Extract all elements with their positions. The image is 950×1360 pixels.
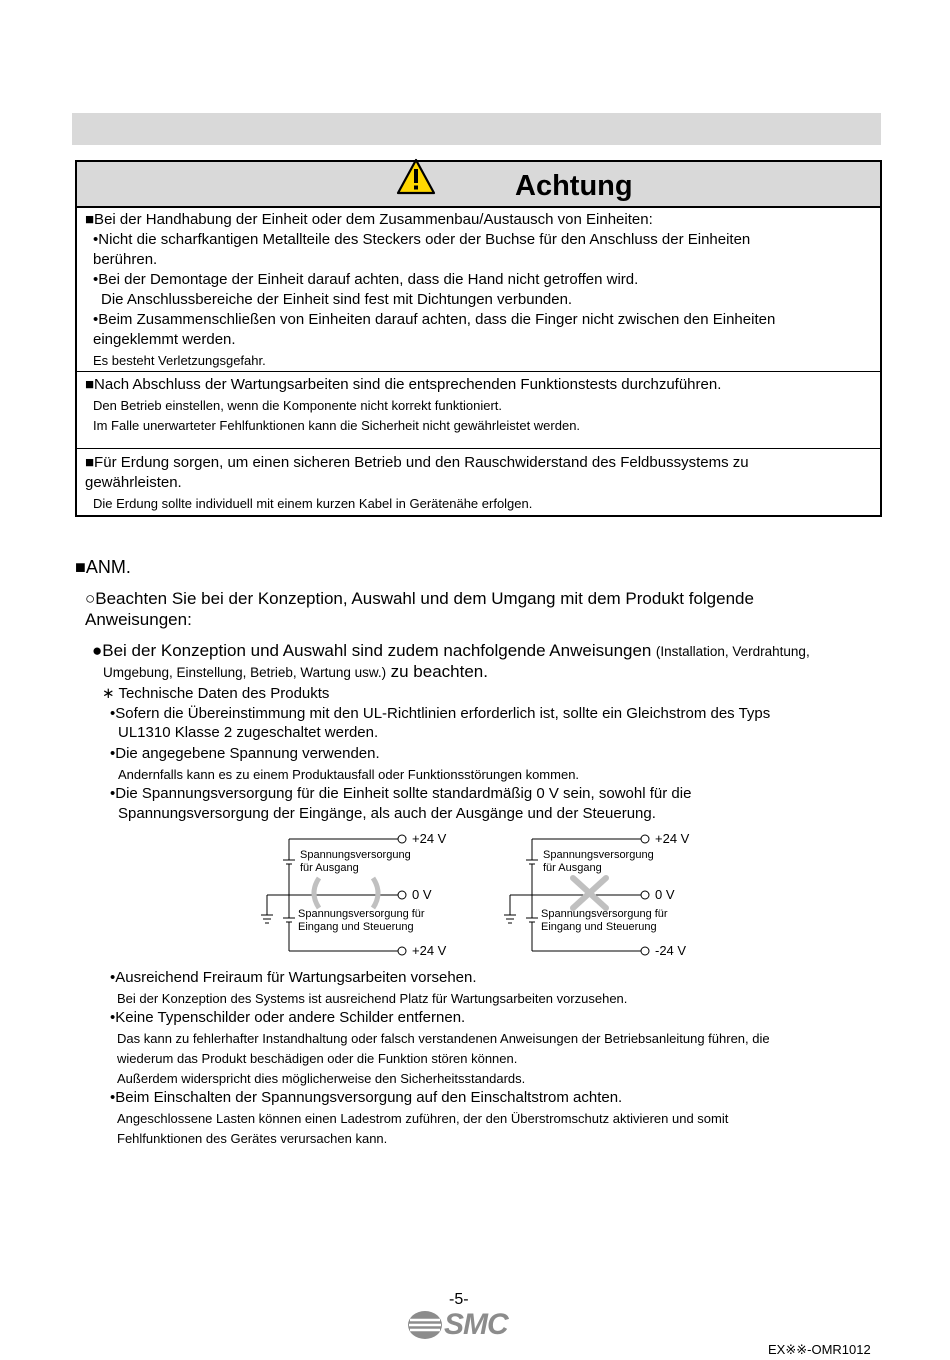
header-bar xyxy=(72,113,881,145)
spec-note: Andernfalls kann es zu einem Produktausfall oder Funktionsstörungen kommen. xyxy=(118,767,580,782)
smc-logo-icon xyxy=(406,1309,444,1341)
voltage-label: 0 V xyxy=(412,887,432,902)
supply-label: Spannungsversorgung xyxy=(543,849,654,861)
page-number: -5- xyxy=(449,1291,469,1308)
specs-heading: ∗ Technische Daten des Produkts xyxy=(102,685,330,702)
caution-note: Den Betrieb einstellen, wenn die Komponente nicht korrekt funktioniert. xyxy=(93,398,503,413)
spec-item: •Beim Einschalten der Spannungsversorgung auf den Einschaltstrom achten. xyxy=(110,1089,623,1106)
spec-item: •Die angegebene Spannung verwenden. xyxy=(110,745,380,762)
note-heading: ■ANM. xyxy=(75,557,131,577)
caution-line: ■Nach Abschluss der Wartungsarbeiten sind die entsprechenden Funktionstests durchzuführen. xyxy=(85,376,722,393)
spec-item: UL1310 Klasse 2 zugeschaltet werden. xyxy=(118,724,379,741)
note-intro-line: ○Beachten Sie bei der Konzeption, Auswahl und dem Umgang mit dem Produkt folgende xyxy=(85,589,754,608)
smc-logo xyxy=(406,1308,516,1342)
caution-line: ■Bei der Handhabung der Einheit oder dem Zusammenbau/Austausch von Einheiten: xyxy=(85,211,653,228)
note-intro-line: Anweisungen: xyxy=(85,610,192,629)
caution-note: Es besteht Verletzungsgefahr. xyxy=(93,353,266,368)
spec-note: Fehlfunktionen des Gerätes verursachen kann. xyxy=(117,1131,388,1146)
spec-item: Spannungsversorgung der Eingänge, als auch der Ausgänge und der Steuerung. xyxy=(118,805,656,822)
voltage-label: +24 V xyxy=(412,943,447,958)
warning-icon xyxy=(396,158,436,196)
caution-note: Im Falle unerwarteter Fehlfunktionen kann die Sicherheit nicht gewährleistet werden. xyxy=(93,418,581,433)
caution-line: eingeklemmt werden. xyxy=(93,331,236,348)
smc-logo-text: SMC xyxy=(444,1308,508,1341)
caution-section-grounding xyxy=(77,448,880,516)
spec-note: Angeschlossene Lasten können einen Ladestrom zuführen, der den Überstromschutz aktivieren und somit xyxy=(117,1111,729,1126)
voltage-label: +24 V xyxy=(655,831,690,846)
voltage-label: -24 V xyxy=(655,943,687,958)
caution-note: Die Erdung sollte individuell mit einem kurzen Kabel in Gerätenähe erfolgen. xyxy=(93,496,533,511)
spec-item: •Sofern die Übereinstimmung mit den UL-Richtlinien erforderlich ist, sollte ein Gleichstrom des Typs xyxy=(110,705,771,722)
supply-label: Spannungsversorgung für xyxy=(541,908,668,920)
caution-line: •Nicht die scharfkantigen Metallteile des Steckers oder der Buchse für den Anschluss der Einheiten xyxy=(93,231,751,248)
supply-label: Eingang und Steuerung xyxy=(298,921,414,933)
document-code: EX※※-OMR1012 xyxy=(768,1342,871,1357)
caution-section-maintenance xyxy=(77,371,880,448)
voltage-label: +24 V xyxy=(412,831,447,846)
spec-item: •Keine Typenschilder oder andere Schilder entfernen. xyxy=(110,1009,466,1026)
caution-line: Die Anschlussbereiche der Einheit sind fest mit Dichtungen verbunden. xyxy=(101,291,573,308)
cross-mark-icon xyxy=(573,878,606,908)
design-line-1: ●Bei der Konzeption und Auswahl sind zudem nachfolgende Anweisungen (Installation, Verdrahtung, xyxy=(92,641,810,660)
spec-note: wiederum das Produkt beschädigen oder die Funktion stören können. xyxy=(117,1051,518,1066)
supply-label: Spannungsversorgung xyxy=(300,849,411,861)
spec-note: Außerdem widerspricht dies möglicherweise den Sicherheitsstandards. xyxy=(117,1071,526,1086)
supply-label: für Ausgang xyxy=(300,862,359,874)
voltage-label: 0 V xyxy=(655,887,675,902)
caution-title: Achtung xyxy=(515,170,633,202)
spec-item: •Ausreichend Freiraum für Wartungsarbeiten vorsehen. xyxy=(110,969,477,986)
caution-line: •Bei der Demontage der Einheit darauf achten, dass die Hand nicht getroffen wird. xyxy=(93,271,639,288)
ok-mark-icon xyxy=(314,878,378,908)
spec-item: •Die Spannungsversorgung für die Einheit sollte standardmäßig 0 V sein, sowohl für die xyxy=(110,785,692,802)
supply-label: Spannungsversorgung für xyxy=(298,908,425,920)
caution-box xyxy=(75,160,882,517)
supply-label: für Ausgang xyxy=(543,862,602,874)
caution-section-handling xyxy=(77,208,880,372)
caution-header xyxy=(77,162,880,208)
caution-line: gewährleisten. xyxy=(85,474,182,491)
design-line-2: Umgebung, Einstellung, Betrieb, Wartung usw.) zu beachten. xyxy=(103,662,488,681)
caution-line: •Beim Zusammenschließen von Einheiten darauf achten, dass die Finger nicht zwischen den Einheiten xyxy=(93,311,776,328)
caution-line: berühren. xyxy=(93,251,158,268)
supply-label: Eingang und Steuerung xyxy=(541,921,657,933)
wiring-diagram-correct xyxy=(255,828,475,963)
spec-note: Das kann zu fehlerhafter Instandhaltung oder falsch verstandenen Anweisungen der Betriebsanleitung führen, die xyxy=(117,1031,770,1046)
spec-note: Bei der Konzeption des Systems ist ausreichend Platz für Wartungsarbeiten vorzusehen. xyxy=(117,991,628,1006)
wiring-diagram-incorrect xyxy=(498,828,718,963)
caution-line: ■Für Erdung sorgen, um einen sicheren Betrieb und den Rauschwiderstand des Feldbussystems zu xyxy=(85,454,749,471)
